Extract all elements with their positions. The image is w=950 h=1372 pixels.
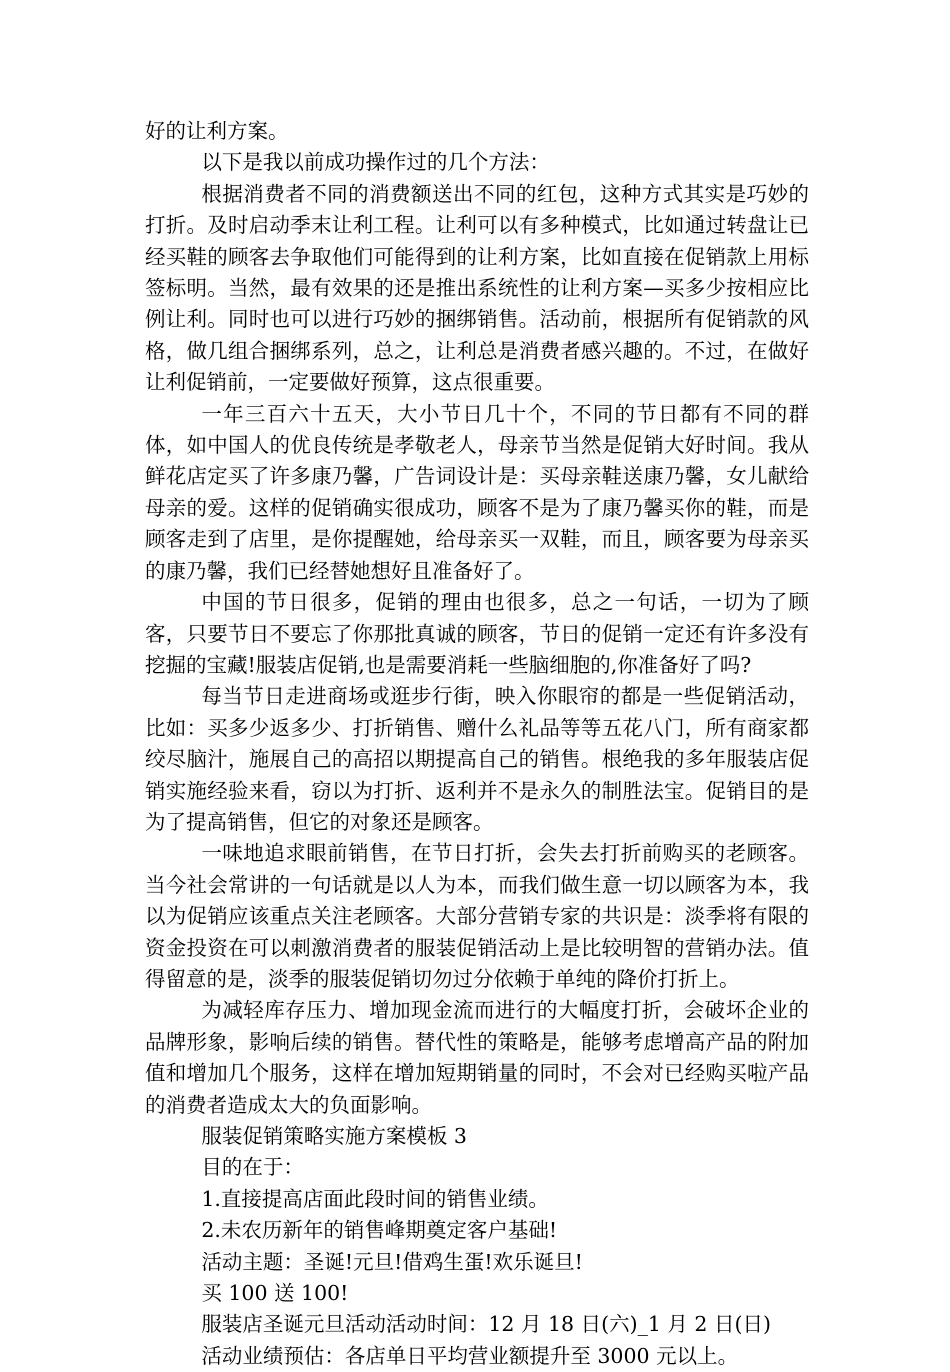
activity-time: 服装店圣诞元旦活动活动时间：12 月 18 日(六)_1 月 2 日(日) bbox=[201, 1312, 771, 1337]
purpose-item-2: 2.未农历新年的销售峰期奠定客户基础! bbox=[201, 1218, 558, 1243]
purpose-item-1: 1.直接提高店面此段时间的销售业绩。 bbox=[201, 1186, 549, 1211]
paragraph-methods-intro: 以下是我以前成功操作过的几个方法： bbox=[201, 150, 550, 175]
paragraph-red-envelope: 根据消费者不同的消费额送出不同的红包，这种方式其实是巧妙的打折。及时启动季末让利工程。让利可以有多种模式，比如通过转盘让已经买鞋的顾客去争取他们可能得到的让利方案，比如直接在促销款上用标签标明。当然，最有效果的还是推出系统性的让利方案—买多少按相应比例让利。同时也可以进行巧妙的捆绑销售。活动前，根据所有促销款的风格，做几组合捆绑系列，总之，让利总是消费者感兴趣的。不过，在做好让利促销前，一定要做好预算，这点很重要。 bbox=[145, 181, 809, 395]
section-heading: 服装促销策略实施方案模板 3 bbox=[201, 1124, 467, 1148]
paragraph-festival-reasons: 中国的节日很多，促销的理由也很多，总之一句话，一切为了顾客，只要节日不要忘了你那批真诚的顾客，节日的促销一定还有许多没有挖掘的宝藏!服装店促销,也是需要消耗一些脑细胞的,你准备好了吗? bbox=[145, 590, 809, 677]
activity-offer: 买 100 送 100! bbox=[201, 1281, 349, 1306]
document-page bbox=[145, 116, 809, 1372]
paragraph-inventory-pressure: 为减轻库存压力、增加现金流而进行的大幅度打折，会破坏企业的品牌形象，影响后续的销售。替代性的策略是，能够考虑增高产品的附加值和增加几个服务，这样在增加短期销量的同时，不会对已经购买啦产品的消费者造成太大的负面影响。 bbox=[145, 998, 809, 1117]
paragraph-continuation: 好的让利方案。 bbox=[145, 119, 289, 143]
activity-forecast: 活动业绩预估：各店单日平均营业额提升至 3000 元以上。 bbox=[201, 1343, 739, 1368]
paragraph-mall-promotions: 每当节日走进商场或逛步行街，映入你眼帘的都是一些促销活动，比如：买多少返多少、打折销售、赠什么礼品等等五花八门，所有商家都绞尽脑汁，施展自己的高招以期提高自己的销售。根绝我的多年服装店促销实施经验来看，窃以为打折、返利并不是永久的制胜法宝。促销目的是为了提高销售，但它的对象还是顾客。 bbox=[145, 684, 809, 834]
activity-theme: 活动主题：圣诞!元旦!借鸡生蛋!欢乐诞旦! bbox=[201, 1249, 583, 1274]
paragraph-old-customers: 一味地追求眼前销售，在节日打折，会失去打折前购买的老顾客。当今社会常讲的一句话就是以人为本，而我们做生意一切以顾客为本，我以为促销应该重点关注老顾客。大部分营销专家的共识是：淡季将有限的资金投资在可以刺激消费者的服装促销活动上是比较明智的营销办法。值得留意的是，淡季的服装促销切勿过分依赖于单纯的降价打折上。 bbox=[145, 841, 809, 991]
paragraph-holidays: 一年三百六十五天，大小节日几十个，不同的节日都有不同的群体，如中国人的优良传统是孝敬老人，母亲节当然是促销大好时间。我从鲜花店定买了许多康乃馨，广告词设计是：买母亲鞋送康乃馨，女儿献给母亲的爱。这样的促销确实很成功，顾客不是为了康乃馨买你的鞋，而是顾客走到了店里，是你提醒她，给母亲买一双鞋，而且，顾客要为母亲买的康乃馨，我们已经替她想好且准备好了。 bbox=[145, 401, 809, 583]
purpose-label: 目的在于： bbox=[201, 1155, 304, 1180]
